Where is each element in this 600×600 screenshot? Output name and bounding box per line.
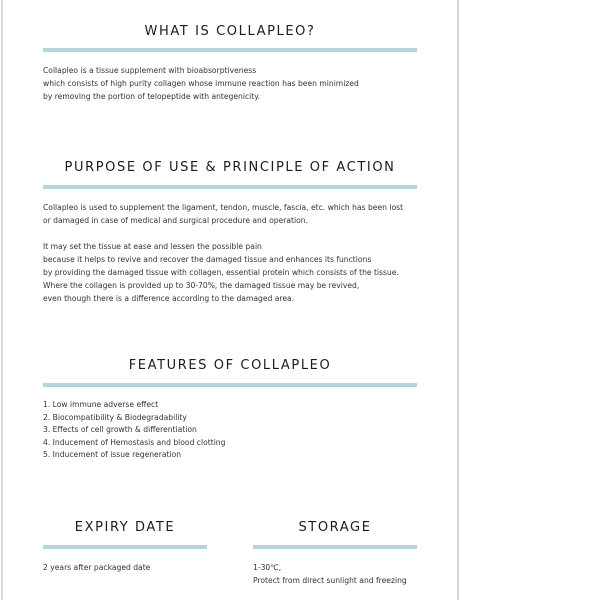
text-line: by providing the damaged tissue with collagen, essential protein which consists of the tissue. <box>43 268 399 277</box>
purpose-text <box>43 201 403 305</box>
text-line: even though there is a difference according to the damaged area. <box>43 294 295 303</box>
text-line: by removing the portion of telopeptide with antegenicity. <box>43 92 261 101</box>
accent-bar <box>253 545 417 549</box>
heading-what-is: WHAT IS COLLAPLEO? <box>144 24 316 39</box>
list-item: 2. Biocompatibility & Biodegradability <box>43 412 187 422</box>
accent-bar <box>43 545 207 549</box>
accent-bar <box>43 185 417 189</box>
text-line: 2 years after packaged date <box>43 563 151 572</box>
storage-text <box>253 561 407 587</box>
list-item: 4. Inducement of Hemostasis and blood clotting <box>43 437 226 447</box>
heading-purpose: PURPOSE OF USE & PRINCIPLE OF ACTION <box>64 160 396 175</box>
text-line: Protect from direct sunlight and freezing <box>253 576 407 585</box>
text-line: Collapleo is a tissue supplement with bioabsorptiveness <box>43 66 257 75</box>
text-line: Where the collagen is provided up to 30-70%, the damaged tissue may be revived, <box>43 281 360 290</box>
accent-bar <box>43 48 417 52</box>
accent-bar <box>43 383 417 387</box>
expiry-text <box>43 561 150 574</box>
what-is-text <box>43 64 359 103</box>
text-line: because it helps to revive and recover the damaged tissue and enhances its functions <box>43 255 372 264</box>
heading-storage: STORAGE <box>298 520 372 535</box>
page-left-edge <box>1 0 3 600</box>
features-list <box>43 399 225 462</box>
list-item: 1. Low immune adverse effect <box>43 400 159 409</box>
page-right-edge <box>457 0 459 600</box>
text-line: It may set the tissue at ease and lessen the possible pain <box>43 242 262 251</box>
text-line: 1-30℃, <box>253 563 282 572</box>
list-item: 5. Inducement of issue regeneration <box>43 450 182 459</box>
text-line: or damaged in case of medical and surgical procedure and operation. <box>43 216 308 225</box>
text-line: Collapleo is used to supplement the ligament, tendon, muscle, fascia, etc. which has been lost <box>43 203 404 212</box>
heading-features: FEATURES OF COLLAPLEO <box>128 358 332 373</box>
text-line: which consists of high purity collagen whose immune reaction has been minimized <box>43 79 359 88</box>
list-item: 3. Effects of cell growth & differentiation <box>43 425 197 434</box>
heading-expiry: EXPIRY DATE <box>74 520 176 535</box>
